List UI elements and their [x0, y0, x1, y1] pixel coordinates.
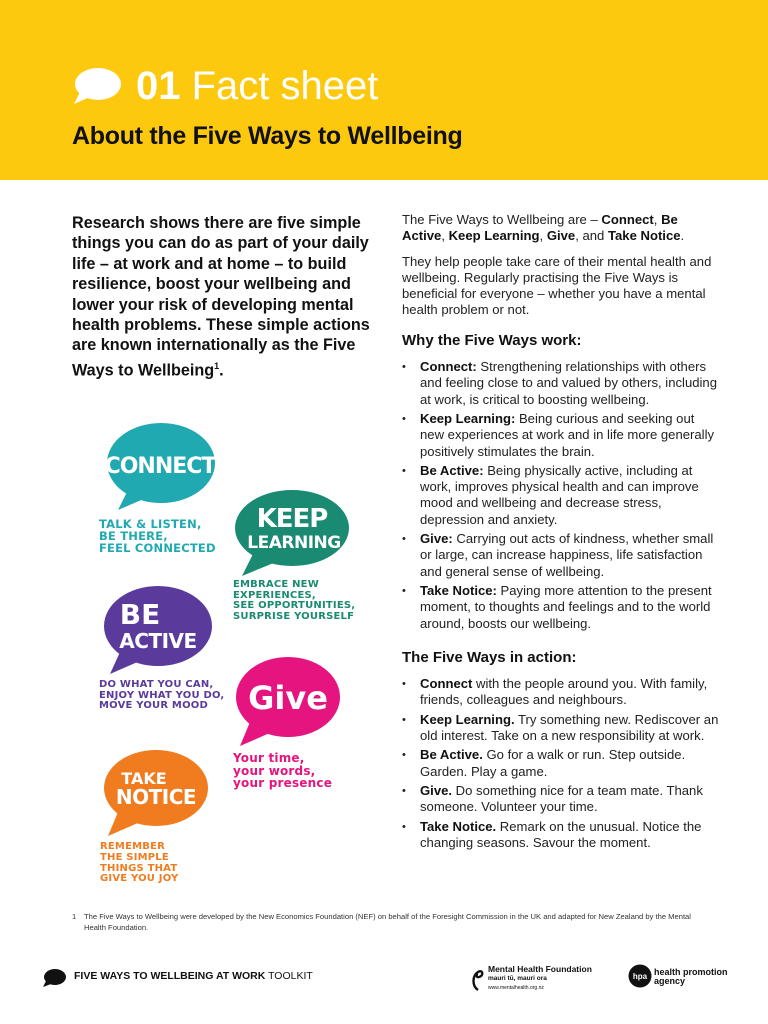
- intro-text: Research shows there are five simple things you can do as part of your daily life – at work and at home – to build resilience, boost your wellbeing and lower your risk of developing mental health problems. These simple actions are known internationally as the Five Ways to Wellbeing: [72, 214, 370, 380]
- be-word: BE: [119, 598, 161, 631]
- connect-caption-line: BE THERE,: [99, 529, 168, 543]
- item-text: with the people around you. With family, friends, colleagues and neighbours.: [420, 676, 708, 708]
- p1-connect: Connect: [601, 212, 654, 227]
- list-item: [402, 463, 720, 528]
- item-text: Try something new. Rediscover an old interest. Take on a new responsibility at work.: [420, 711, 719, 744]
- benefit-paragraph: They help people take care of their mental health and wellbeing. Regularly practising the Five Ways is beneficial for everyone – whether you have a mental health problem or not.: [402, 253, 712, 318]
- hpa-name: [654, 968, 728, 986]
- take-notice-caption-line: REMEMBER: [100, 841, 166, 852]
- be-active-caption-line: ENJOY WHAT YOU DO,: [99, 689, 225, 701]
- list-item: [402, 819, 720, 852]
- p1-sep: , and: [575, 228, 608, 244]
- hpa-mark-text: hpa: [632, 972, 648, 981]
- footnote: [72, 911, 712, 933]
- list-item: [402, 583, 720, 632]
- list-item: [402, 411, 720, 460]
- take-notice-caption: [100, 842, 178, 885]
- take-notice-caption-line: THINGS THAT: [100, 862, 178, 874]
- list-item: [402, 712, 720, 745]
- connect-caption-line: FEEL CONNECTED: [99, 541, 216, 555]
- p1-be-active: Be Active: [402, 212, 678, 244]
- item-text: Remark on the unusual. Notice the changing seasons. Savour the moment.: [420, 818, 702, 850]
- footnote-text: The Five Ways to Wellbeing were developed by the New Economics Foundation (NEF) on behalf of the Foresight Commission in the UK and adapted for New Zealand by the Mental Health Foundation.: [84, 912, 691, 932]
- item-label: Give:: [420, 531, 453, 547]
- mhf-url: www.mentalhealth.org.nz: [488, 985, 544, 991]
- take-word: TAKE: [121, 769, 167, 788]
- item-text: Carrying out acts of kindness, whether small or large, can increase happiness, life satisfaction and general sense of wellbeing.: [420, 531, 714, 579]
- speech-bubble-icon: [72, 66, 122, 106]
- item-label: Be Active.: [420, 747, 483, 763]
- item-label: Connect:: [420, 359, 477, 375]
- give-caption-line: Your time,: [233, 751, 305, 765]
- intro-end: .: [219, 361, 224, 380]
- give-caption-line: your words,: [233, 763, 316, 778]
- footnote-ref: 1: [214, 360, 220, 371]
- toolkit-title: [74, 970, 313, 982]
- item-label: Keep Learning.: [420, 711, 515, 727]
- keep-word: KEEP: [256, 504, 328, 534]
- intro-paragraph: [72, 213, 372, 381]
- keep-learning-bubble: [232, 486, 352, 578]
- hpa-mark-icon: [628, 964, 652, 988]
- footer: [0, 960, 768, 1000]
- list-item: [402, 359, 720, 408]
- learning-word: LEARNING: [247, 533, 341, 553]
- item-text: Being curious and seeking out new experiences at work and in life more generally positively stimulates the brain.: [420, 410, 715, 459]
- connect-caption: [99, 518, 216, 554]
- item-text: Being physically active, including at work, improves physical health and can improve mood and wellbeing and decrease stress, depression and anxiety.: [420, 462, 699, 527]
- why-list: [402, 359, 720, 632]
- hpa-line: agency: [654, 976, 686, 986]
- take-notice-bubble: [98, 746, 210, 838]
- keep-learning-caption-line: EXPERIENCES,: [233, 589, 316, 601]
- connect-bubble: [104, 420, 216, 512]
- item-text: Paying more attention to the present moment, to thoughts and feelings and to the world around, boosts our wellbeing.: [420, 582, 712, 631]
- item-label: Take Notice.: [420, 818, 497, 834]
- give-bubble: [232, 652, 344, 748]
- item-text: Strengthening relationships with others and feeling close to and valued by others, including at work, is critical to boosting wellbeing.: [420, 359, 717, 407]
- p1-sep: ,: [653, 212, 662, 227]
- list-item: [402, 747, 720, 780]
- action-list: [402, 676, 720, 851]
- toolkit-bold: FIVE WAYS TO WELLBEING AT WORK: [74, 970, 266, 982]
- page-title: [136, 62, 378, 110]
- fact-sheet-label: Fact sheet: [191, 64, 379, 108]
- keep-learning-caption-line: SURPRISE YOURSELF: [233, 610, 355, 622]
- hpa-line: health promotion: [654, 967, 728, 977]
- five-ways-list-paragraph: [402, 212, 720, 245]
- connect-word: CONNECT: [104, 454, 216, 479]
- be-active-bubble: [98, 582, 214, 676]
- be-active-caption: [99, 680, 224, 712]
- list-item: [402, 531, 720, 580]
- item-text: Go for a walk or run. Step outside. Garden. Play a game.: [420, 747, 686, 779]
- p1-take-notice: Take Notice: [607, 228, 681, 244]
- give-word: Give: [248, 679, 328, 717]
- be-active-caption-line: MOVE YOUR MOOD: [99, 700, 208, 711]
- connect-caption-line: TALK & LISTEN,: [99, 517, 202, 531]
- take-notice-caption-line: THE SIMPLE: [100, 851, 169, 863]
- fact-sheet-number: 01: [136, 64, 181, 108]
- action-heading: The Five Ways in action:: [402, 648, 577, 666]
- why-heading: Why the Five Ways work:: [402, 331, 582, 349]
- item-label: Be Active:: [420, 462, 484, 478]
- item-label: Keep Learning:: [420, 410, 516, 426]
- item-label: Take Notice:: [420, 582, 497, 598]
- toolkit-rest: TOOLKIT: [265, 970, 313, 982]
- footnote-number: 1: [72, 912, 77, 921]
- be-active-caption-line: DO WHAT YOU CAN,: [99, 679, 214, 690]
- p1-end: .: [680, 228, 685, 244]
- mhf-sub: mauri tū, mauri ora: [488, 975, 547, 982]
- item-label: Connect: [420, 676, 473, 692]
- keep-learning-caption: [233, 580, 355, 622]
- keep-learning-caption-line: SEE OPPORTUNITIES,: [233, 600, 356, 611]
- p1-keep-learning: Keep Learning: [448, 228, 540, 244]
- speech-bubble-icon: [42, 968, 66, 988]
- p1-give: Give: [546, 228, 576, 244]
- page-subtitle: About the Five Ways to Wellbeing: [72, 122, 463, 150]
- give-caption: [233, 752, 332, 790]
- keep-learning-caption-line: EMBRACE NEW: [233, 579, 319, 590]
- p1-sep: ,: [441, 228, 449, 244]
- give-caption-line: your presence: [233, 776, 333, 790]
- item-label: Give.: [420, 782, 453, 798]
- mhf-name: Mental Health Foundation: [488, 964, 592, 974]
- list-item: [402, 676, 720, 709]
- item-text: Do something nice for a team mate. Thank someone. Volunteer your time.: [420, 782, 703, 815]
- header-band: [0, 0, 768, 180]
- p1-sep: ,: [539, 228, 547, 244]
- take-notice-caption-line: GIVE YOU JOY: [100, 873, 179, 885]
- p1-pre: The Five Ways to Wellbeing are –: [402, 212, 602, 227]
- right-column: [402, 212, 720, 854]
- notice-word: NOTICE: [115, 785, 197, 809]
- koru-icon: [470, 964, 486, 992]
- active-word: ACTIVE: [119, 629, 197, 653]
- list-item: [402, 783, 720, 816]
